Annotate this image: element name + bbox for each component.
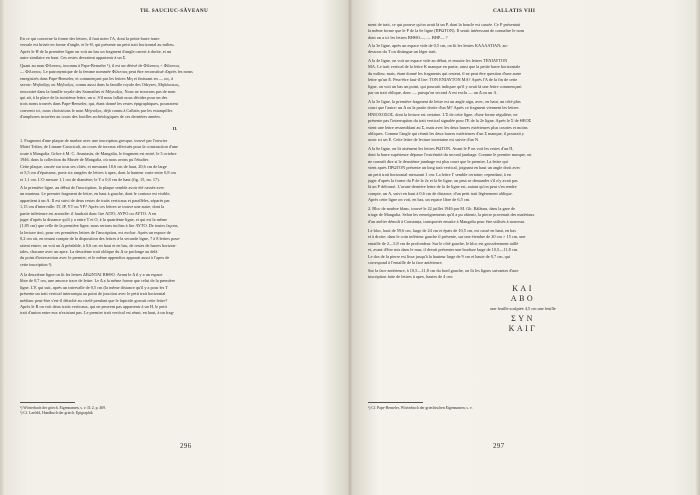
text-line: entaille de 2—5,8 cm de profondeur. Sur le côté gauche, le bloc est grossièrement taillé	[368, 240, 519, 246]
right-footnotes	[368, 406, 678, 411]
text-line: la lecture ἀπό, pour ces premières lettres de l'inscription, est exclue. Après un espace de	[20, 229, 171, 235]
footnote-rule	[368, 402, 423, 403]
text-line: présente pas l'interruption du trait vertical signalée pour l'Ε de la 2e ligne. Après le Σ de ΘΕΟΣ	[368, 118, 532, 124]
text-line: du point d'intersection avec le premier; et le même appendice apparait aussi à l'apex de	[20, 255, 170, 261]
left-page-number: 296	[180, 442, 192, 450]
text-line: ligne, on voit un bas un point, qui pourrait indiquer qu'il y avait là une lettre commençant	[368, 83, 522, 89]
text-line: convenir ici, nous choisirions le nom Μήνιοξος, déjà connu à Callatis par les estampilles	[20, 107, 173, 113]
text-line: là un Ρ déformé. L'avant-dernière lettre de la 4e ligne est, autant qu'on peut s'en rendre	[368, 184, 517, 190]
text-line: Après le Η de la première ligne on voit un bas un fragment d'angle ouvert à droite, et un	[20, 48, 172, 54]
text-line: dessous du Τ on distingue un léger trait.	[368, 49, 437, 55]
text-line: ΗΝΙΟΧΟΣΟΣ, dont la lecture est certaine. L'Σ de cette ligne, d'une forme régulière, ne	[368, 111, 518, 117]
inscription-line: ΣΥΝ	[511, 314, 535, 323]
text-line: juger d'après la forme du Ρ de la 2e et la 6e ligne, on peut se demander s'il n'y avait pas	[368, 177, 518, 183]
text-line: A la deuxième ligne on lit les lettres ΔΕΩΝΤΑΙ ΒΗΘΟ. Avant le Δ il y a un espace	[20, 272, 163, 277]
text-line: correspond à l'entaille de la face antérieure.	[368, 259, 443, 265]
inscription-line: ΑΒΟ	[510, 294, 536, 303]
text-line: trois noms trouvés dans Pape-Benseler, qui, étant donné les restes épigraphiques, pourraient	[20, 101, 178, 107]
text-line: 0,2 cm où, en tenant compte de la disposition des lettres à la seconde ligne, 7 à 8 lettres pour-	[20, 236, 181, 242]
text-line: juger d'après la distance qu'il y a entre T et O, à la quatrième ligne, et qui est la même	[20, 216, 168, 222]
left-running-head: TH. SAUCIUC-SĂVEANU	[140, 8, 209, 14]
right-paragraph-3	[368, 58, 678, 96]
text-line: d'amphores trouvées au cours des fouilles archéologiques de ces dernières années.	[20, 114, 161, 120]
text-line: autre similaire en haut. Ces restes devraient appartenir à un Σ.	[20, 55, 127, 61]
inscription-line: ΚΑΙΓ	[508, 324, 538, 333]
text-line: dont on a ici les lettres ΒΗΘΟ—, — ΒΗΡ— ?	[368, 34, 448, 40]
text-line: présente un trait vertical interrompu au point de jonction avec le petit trait horizontal	[20, 291, 166, 297]
text-line: avoir ici un Ε. Cette lettre de lecture incertaine est suivie d'un Ν.	[368, 137, 480, 143]
footnote: ²) Cf. Larfeld, Handbuch der griech. Epigraphik	[20, 411, 93, 416]
text-line: lettre qu'un Ε. Peut-être faut-il lire: ΤΟΝ ΕΝΙΑΥΤΟΝ ΜΑ? Après l'Α de la fin de cette	[368, 77, 518, 83]
text-line: un petit trait horizontal mesurant 1 cm: La lettre Γ semble certaine; cependant, à en	[368, 171, 511, 177]
right-paragraph-6	[368, 206, 678, 225]
inscription-lines-top	[468, 284, 578, 304]
text-line: A la 6e ligne, on lit aisément les lettres ΡΩΤΟΝ. Avant le Ρ on voit les restes d'un Π,	[368, 146, 514, 151]
text-line: (1,85 cm) que celle de la première ligne, nous serions inclins à lire ΑΥΤΟ. De toutes façons,	[20, 223, 179, 229]
text-line: qui ait, à la place de la troisième lettre, un σ. S'il nous fallait nous décider pour un des	[20, 94, 168, 100]
left-section-paragraph-1	[20, 138, 330, 164]
left-section-paragraph-4	[20, 272, 330, 317]
text-line: cette inscription ²).	[20, 261, 53, 267]
text-line: Cette plaque, cassée sur tous ses côtés, et mesurant 18,6 cm de haut, 20,6 cm de large	[20, 164, 167, 169]
text-line: trait d'union entre eux n'existant pas. Le premier trait vertical est réuni, en haut, à un frag-	[20, 310, 175, 316]
left-section-paragraph-2	[20, 164, 330, 183]
left-paragraph-2	[20, 63, 330, 121]
text-line: ment de trait, ce qui prouve qu'on avait là un Ρ, dont la boucle est cassée. Ce Ρ présentait	[368, 22, 521, 27]
text-line: partie inférieure est arrondie: il faudrait donc lire ΑΙΤΟ, ΑΥΡΟ ou ΑΥΤΟ. A en	[20, 210, 157, 216]
inscription-caption: une feuille sculptée 4,5 cm une feuille	[490, 306, 556, 311]
text-line: libre de 0,7 cm, une amorce trace de lettre. Le Δ a la même forme que celui de la première	[20, 278, 175, 284]
text-line: ne connaît dire si le deuxième jambage est plus court que le premier. La lettre qui	[368, 158, 508, 164]
left-footnotes	[20, 406, 330, 416]
text-line: tales, chacune avec un apex. La deuxième trait oblique du Δ se prolonge au delà	[20, 248, 158, 254]
text-line: et à droite; dans le coin inférieur gauche il présente, sur une étendue de 20 cm × 15 cm, une	[368, 234, 526, 240]
text-line: raient entrer, on voit un Δ préalable, à 0,6 cm en haut et en bas, de restes de barres horizon-	[20, 242, 177, 248]
right-paragraph-4	[368, 99, 678, 144]
text-line: Après le Β on voit deux traits verticaux, qui ne peuvent pas appartenir à un Η, le petit	[20, 303, 167, 309]
text-line: et 5,5 cm d'épaisseur, porte six rangées de lettres à apex, dont la hauteur varie entre 0,8 cm	[20, 170, 176, 176]
text-line: dont la barre supérieure dépasse l'extrémité du second jambage. Comme le premier masque, on	[368, 152, 532, 158]
text-line: 1946, dans la collection du Musée de Mangalia, où nous avons pu l'étudier.	[20, 157, 150, 163]
left-paragraph-1	[20, 36, 330, 62]
text-line: rencontré dans la famille royale des Sarmathes et Μήνιοξος. Nous ne trouvons pas de nom	[20, 88, 176, 94]
text-line: A la 5e ligne, la première fragment de lettre est un angle aigu, avec, en haut, un côté plus	[368, 99, 521, 104]
text-line: Quant au nom Φίλιππος, inconnu à Pape-Benseler ¹), il est un dérivé de Φίλιππος < Φίλιππος	[20, 63, 180, 68]
text-line: — Φίλιππος. Le patronymique de la femme nommée Φίλιππος peut être reconstitué d'après les noms	[20, 69, 193, 75]
text-line: 1,15 cm d'intervalle: ΙΤ, ΙΡ, ΥΤ ou ΥΡ? Après ces lettres se trouve une autre, dont la	[20, 204, 165, 210]
text-line: A la 3e ligne, après un espace vide de 0,5 cm, on lit les lettres ΚΑΛΛΑΤΙΑΝ; au-	[368, 43, 508, 48]
footnote-rule	[20, 402, 75, 403]
text-line: inscription faite de lettres à apex, hautes de 4 cm:	[368, 274, 453, 280]
text-line: vient une lettre ressemblant au Σ, mais avec les deux barres extérieures plus courtes et moins	[368, 124, 528, 130]
left-page	[20, 0, 330, 495]
text-line: En ce qui concerne la forme des lettres, il faut noter l'A, dont la petite barre trans-	[20, 36, 161, 41]
text-line: Le dos de la pierre est lisse jusqu'à la hauteur large de 9 cm et haute de 0,7 cm, qui	[368, 253, 511, 259]
left-section-number: II.	[172, 126, 178, 131]
text-line: 1. Fragment d'une plaque de marbre avec une inscription grecque, trouvé par l'ouvrier	[20, 138, 168, 143]
text-line: A la première ligne, au début de l'inscription, la plaque semble avoir été cassée avec	[20, 185, 165, 190]
right-page-edge	[694, 0, 700, 495]
text-line: et 1,1 cm. L'O mesure 1,1 cm de diamètre; le Y a 0,8 cm de haut (fig. 15, no. 17).	[20, 176, 160, 182]
right-paragraph-7	[368, 228, 678, 266]
text-line: savoir: Μηδιόξης ou Μήδιοξος, connu aussi dans la famille royale des Odryses, Μηδόκοκος,	[20, 82, 180, 88]
text-line: Après cette ligne on voit, en bas, un espace libre de 6,5 cm.	[368, 197, 471, 203]
inscription-line: ΚΑΙ	[512, 284, 534, 293]
text-line: compte, un Α, suivi en haut à 0,6 cm de distance, d'un petit trait légèrement oblique.	[368, 190, 513, 196]
text-line: la même forme que le Ρ de la 6e ligne (ΠΡΩΤΟΝ). Il serait intéressant de connaître le nom	[368, 28, 525, 34]
right-paragraph-1	[368, 22, 678, 41]
left-section-paragraph-3	[20, 185, 330, 268]
text-line: par un trait oblique, donc — puisqu'on second A est exclu — un Δ ou un Λ.	[368, 89, 498, 95]
text-line: Sur la face antérieure, à 10,5—11,8 cm du bord gauche, on lit les lignes suivantes d'une	[368, 268, 519, 273]
text-line: appartient à un A. Il est suivi de deux restes de traits verticaux et parallèles, séparés par	[20, 197, 170, 203]
left-page-edge	[0, 0, 6, 495]
text-line: médian: peut-être s'est-il détaché au ciselé pendant que le lapicide gravait cette lettre?	[20, 297, 168, 303]
text-line: obliques. Comme l'angle qui réunit les deux barres extérieures d'un Σ manque, il pourrait y	[368, 130, 525, 136]
text-line: vient après ΠΡΩΤΟΝ présente un long trait vertical, joignant en haut un angle droit avec	[368, 165, 521, 171]
text-line: et, avant d'être mis dans le mur, il devait présenter une bordure large de 10,5—11,8 cm.	[368, 247, 519, 253]
right-paragraph-2	[368, 43, 678, 56]
right-paragraph-5	[368, 146, 678, 204]
right-paragraph-8	[368, 268, 678, 281]
text-line: 2. Bloc de marbre blanc, trouvé le 22 juillet 1946 par M. Gh. Bălăuru, dans la gare de	[368, 206, 516, 211]
text-line: enregistrés dans Pape-Benseler, et commençant par les lettres Μη et finissant en — ιος, à	[20, 75, 174, 81]
text-line: versale est brisée en forme d'angle, et le Θ, qui présente un petit trait horizontal au milieu.	[20, 42, 175, 48]
text-line: ligne. L'E qui suit, après un intervalle de 0,5 cm (la même distance qu'il y a pour les Τ	[20, 284, 168, 290]
text-line: un marteau. Le premier fragment de lettre, en haut à gauche, dont le contour est visible,	[20, 191, 171, 197]
right-page	[368, 0, 678, 495]
text-line: court que l'autre: un Δ ou la partie droite d'un Μ? Après ce fragment viennent les lettres	[368, 105, 519, 111]
text-line: A la 4e ligne, on voit un espace vide au début, et ensuite les lettres ΤΕΝΙΑΥΤΟΝ	[368, 58, 508, 63]
inscription-lines-bottom	[468, 314, 578, 334]
text-line: route à Mangalia. Grâce à M. C. Anastasiu, de Mangalia, le fragment est entré, le 3 octobre	[20, 150, 177, 156]
text-line: d'un atelier démoli à Constanța, transportés ensuite à Mangalia pour être utilisés à nouveau.	[368, 218, 526, 224]
text-line: triage de Mangalia. Selon les renseignements qu'il a pu obtenir, la pierre provenait des matériaux	[368, 212, 535, 218]
text-line: du milieu; mais, étant donné les fragments qui restent, il ne peut être question d'une autre	[368, 70, 522, 76]
footnote: ¹) Cf. Pape-Benseler, Wörterbuch der griechischen Eigennamen, s. v.	[368, 406, 473, 410]
text-line: Le bloc, haut de 59,6 cm, large de 24 cm et épais de 10,5 cm, est cassé en haut, en bas	[368, 228, 516, 233]
text-line: ΜΑ. Le trait vertical de la lettre Κ manque en partie, ainsi que la petite barre horizontale	[368, 64, 521, 70]
text-line: Matei Trifan, de Limam-Caracicali, au cours de travaux effectués pour la construction d'une	[20, 144, 178, 150]
right-running-head: CALLATIS VIII	[493, 8, 536, 14]
right-page-number: 297	[493, 442, 505, 450]
footnote: ¹) Wörterbuch der griech. Eigennamen, s. v. II, 2, p. 469.	[20, 406, 107, 410]
